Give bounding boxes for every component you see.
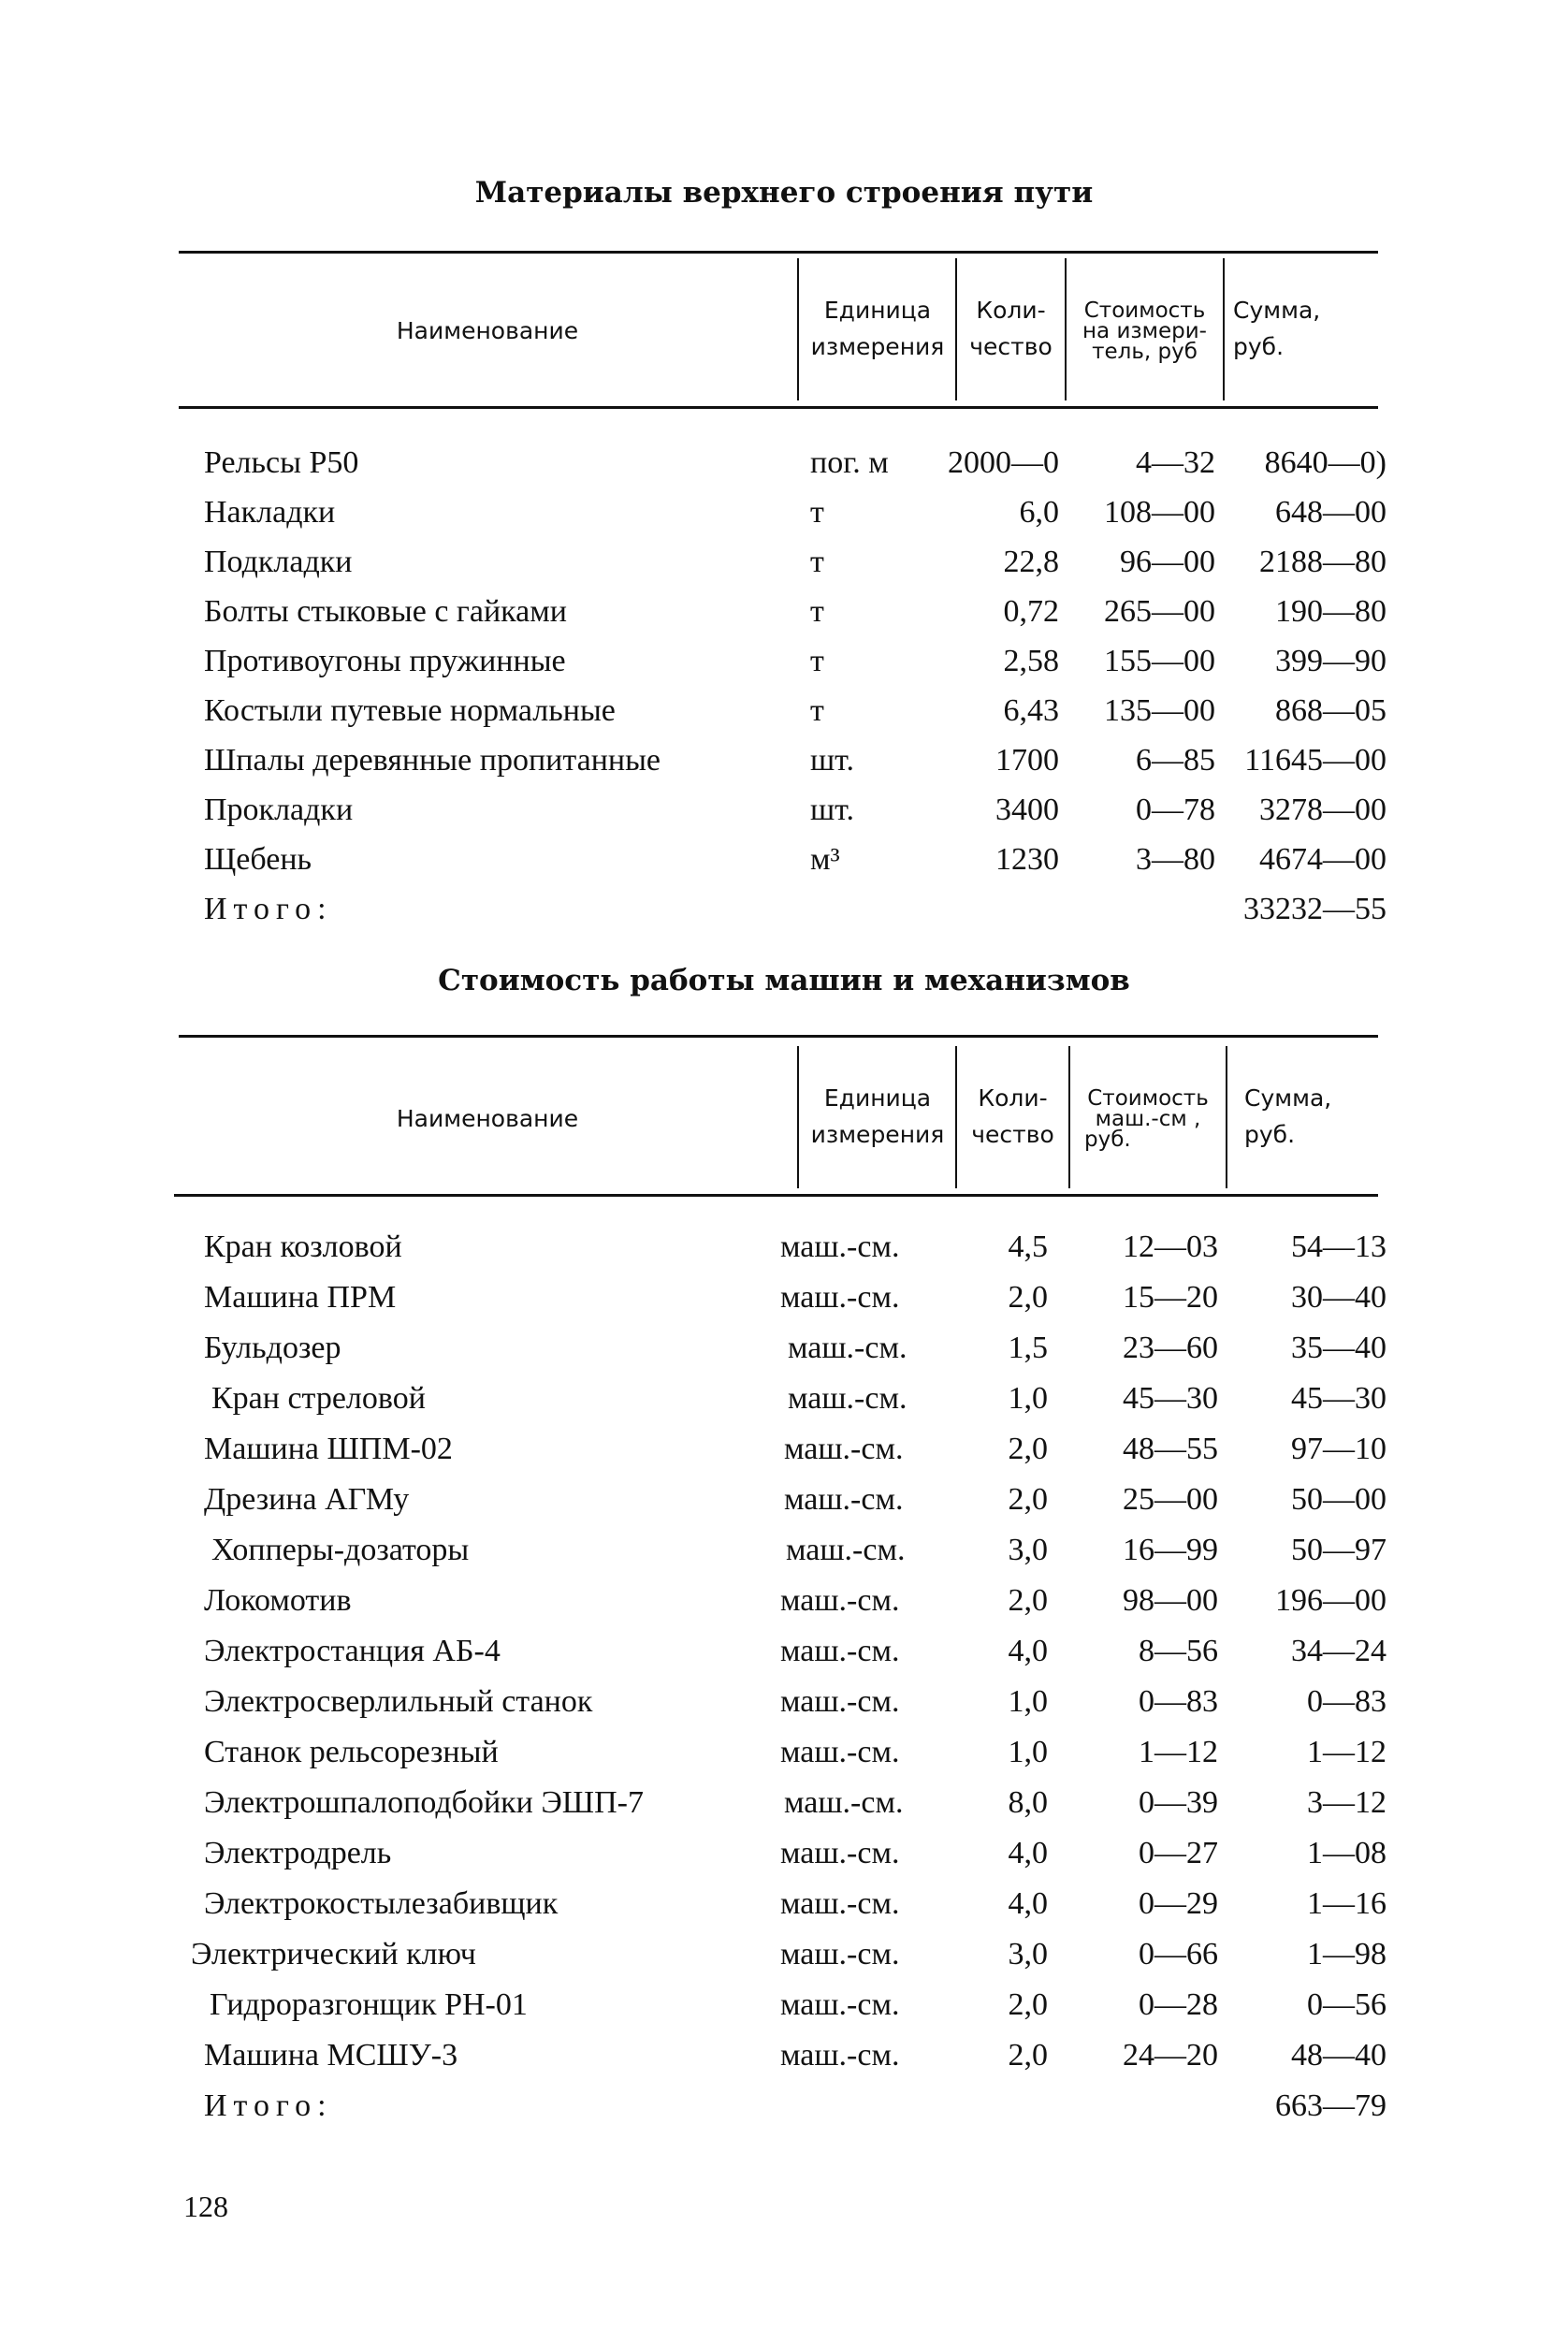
table2-col-divider <box>955 1046 957 1188</box>
page-number: 128 <box>183 2189 228 2223</box>
table-row <box>0 1432 1568 1480</box>
table-row <box>0 594 1568 643</box>
row-sum: 50—00 <box>1291 1482 1387 1517</box>
row-price: 135—00 <box>1104 693 1215 728</box>
row-price: 6—85 <box>1136 743 1215 778</box>
row-price: 25—00 <box>1123 1482 1218 1517</box>
row-sum: 868—05 <box>1275 693 1387 728</box>
row-qty: 22,8 <box>1003 545 1059 579</box>
row-name: Электрокостылезабивщик <box>204 1886 559 1921</box>
row-qty: 1,0 <box>1008 1684 1048 1719</box>
row-sum: 1—16 <box>1307 1886 1387 1921</box>
row-sum: 30—40 <box>1291 1280 1387 1315</box>
row-unit: т <box>810 644 824 678</box>
row-unit: маш.-см. <box>780 1735 900 1769</box>
row-qty: 3,0 <box>1008 1937 1048 1971</box>
row-sum: 8640—0) <box>1264 445 1387 480</box>
row-unit: пог. м <box>810 445 889 480</box>
row-sum: 4674—00 <box>1259 842 1387 877</box>
row-name: Станок рельсорезный <box>204 1735 499 1769</box>
row-qty: 4,5 <box>1008 1229 1048 1264</box>
row-name: Электрический ключ <box>191 1937 476 1971</box>
table-row <box>0 545 1568 593</box>
row-qty: 1700 <box>995 743 1059 778</box>
row-price: 4—32 <box>1136 445 1215 480</box>
table2-header-qty: Коли- чество <box>971 1084 1054 1148</box>
row-name: Кран козловой <box>204 1229 402 1264</box>
row-unit: т <box>810 495 824 530</box>
row-sum: 399—90 <box>1275 644 1387 678</box>
row-unit: т <box>810 545 824 579</box>
table1-col-divider <box>1223 258 1225 400</box>
row-unit: маш.-см. <box>784 1482 904 1517</box>
row-sum: 1—12 <box>1307 1735 1387 1769</box>
table-row <box>0 693 1568 742</box>
row-unit: маш.-см. <box>784 1432 904 1466</box>
row-name: Электростанция АБ-4 <box>204 1634 501 1668</box>
table2-header-unit: Единица измерения <box>810 1084 945 1148</box>
table1-col-divider <box>1065 258 1067 400</box>
row-unit: маш.-см. <box>780 1583 900 1618</box>
row-name: Машина МСШУ-3 <box>204 2038 458 2073</box>
row-unit: шт. <box>810 793 854 827</box>
row-name: Подкладки <box>204 545 353 579</box>
row-unit: маш.-см. <box>780 1229 900 1264</box>
row-qty: 4,0 <box>1008 1886 1048 1921</box>
table2-header-price: Стоимость маш.-см , руб. <box>1084 1086 1209 1152</box>
row-price: 12—03 <box>1123 1229 1218 1264</box>
row-name: Хопперы-дозаторы <box>211 1533 470 1567</box>
row-sum: 3—12 <box>1307 1785 1387 1820</box>
row-price: 0—66 <box>1139 1937 1218 1971</box>
row-name: Щебень <box>204 842 312 877</box>
row-sum: 1—98 <box>1307 1937 1387 1971</box>
row-qty: 4,0 <box>1008 1836 1048 1870</box>
table2-header-rule <box>174 1194 1378 1197</box>
row-price: 98—00 <box>1123 1583 1218 1618</box>
row-sum: 196—00 <box>1275 1583 1387 1618</box>
table1-total-row <box>0 892 1568 940</box>
table1-title: Материалы верхнего строения пути <box>474 176 1094 210</box>
table1-header-rule <box>179 406 1378 409</box>
row-sum: 35—40 <box>1291 1331 1387 1365</box>
table-row <box>0 1836 1568 1884</box>
row-price: 0—27 <box>1139 1836 1218 1870</box>
row-price: 265—00 <box>1104 594 1215 629</box>
row-price: 0—83 <box>1139 1684 1218 1719</box>
row-name: Костыли путевые нормальные <box>204 693 616 728</box>
row-unit: маш.-см. <box>786 1533 906 1567</box>
row-qty: 8,0 <box>1008 1785 1048 1820</box>
row-sum: 0—56 <box>1307 1987 1387 2022</box>
total-value: 663—79 <box>1275 2088 1387 2123</box>
table1-header-sum: Сумма, руб. <box>1233 297 1321 360</box>
row-unit: маш.-см. <box>780 1937 900 1971</box>
table2-top-rule <box>179 1035 1378 1038</box>
row-unit: маш.-см. <box>780 1836 900 1870</box>
row-sum: 11645—00 <box>1244 743 1387 778</box>
table-row <box>0 1735 1568 1783</box>
table-row <box>0 793 1568 841</box>
table1-header-unit: Единица измерения <box>810 297 945 360</box>
table-row <box>0 1280 1568 1329</box>
table-row <box>0 1331 1568 1379</box>
table2-title: Стоимость работы машин и механизмов <box>438 964 1130 997</box>
row-price: 0—29 <box>1139 1886 1218 1921</box>
row-price: 1—12 <box>1139 1735 1218 1769</box>
row-qty: 2000—0 <box>948 445 1059 480</box>
row-name: Электродрель <box>204 1836 392 1870</box>
row-qty: 1230 <box>995 842 1059 877</box>
row-sum: 3278—00 <box>1259 793 1387 827</box>
row-qty: 2,58 <box>1003 644 1059 678</box>
table-row <box>0 644 1568 692</box>
table-row <box>0 1381 1568 1430</box>
row-sum: 34—24 <box>1291 1634 1387 1668</box>
table1-col-divider <box>955 258 957 400</box>
row-name: Болты стыковые с гайками <box>204 594 567 629</box>
table1-col-divider <box>797 258 799 400</box>
row-unit: маш.-см. <box>780 1886 900 1921</box>
table-row <box>0 2038 1568 2087</box>
row-price: 16—99 <box>1123 1533 1218 1567</box>
table-row <box>0 1482 1568 1531</box>
row-sum: 1—08 <box>1307 1836 1387 1870</box>
row-unit: м³ <box>810 842 840 877</box>
row-price: 96—00 <box>1120 545 1215 579</box>
table2-header-name: Наименование <box>396 1105 579 1132</box>
table-row <box>0 1533 1568 1581</box>
row-sum: 190—80 <box>1275 594 1387 629</box>
row-name: Бульдозер <box>204 1331 341 1365</box>
row-name: Прокладки <box>204 793 354 827</box>
row-sum: 2188—80 <box>1259 545 1387 579</box>
row-qty: 2,0 <box>1008 1482 1048 1517</box>
row-price: 23—60 <box>1123 1331 1218 1365</box>
table-row <box>0 1684 1568 1733</box>
row-price: 48—55 <box>1123 1432 1218 1466</box>
row-qty: 0,72 <box>1003 594 1059 629</box>
row-sum: 97—10 <box>1291 1432 1387 1466</box>
row-price: 45—30 <box>1123 1381 1218 1416</box>
table2-col-divider <box>797 1046 799 1188</box>
table-row <box>0 1229 1568 1278</box>
table-row <box>0 1937 1568 1986</box>
row-qty: 1,0 <box>1008 1735 1048 1769</box>
row-qty: 1,0 <box>1008 1381 1048 1416</box>
row-qty: 3,0 <box>1008 1533 1048 1567</box>
row-sum: 50—97 <box>1291 1533 1387 1567</box>
row-name: Машина ПРМ <box>204 1280 397 1315</box>
table-row <box>0 743 1568 792</box>
row-qty: 2,0 <box>1008 1432 1048 1466</box>
row-name: Гидроразгонщик РН-01 <box>210 1987 528 2022</box>
table-row <box>0 1634 1568 1682</box>
row-qty: 4,0 <box>1008 1634 1048 1668</box>
table-row <box>0 1886 1568 1935</box>
row-qty: 2,0 <box>1008 1583 1048 1618</box>
row-name: Электросверлильный станок <box>204 1684 593 1719</box>
total-label: Итого: <box>204 2088 333 2123</box>
row-unit: маш.-см. <box>784 1785 904 1820</box>
total-value: 33232—55 <box>1243 892 1387 926</box>
table2-col-divider <box>1068 1046 1070 1188</box>
row-qty: 2,0 <box>1008 1280 1048 1315</box>
row-price: 15—20 <box>1123 1280 1218 1315</box>
row-qty: 3400 <box>995 793 1059 827</box>
table1-top-rule <box>179 251 1378 254</box>
row-name: Электрошпалоподбойки ЭШП-7 <box>204 1785 644 1820</box>
row-name: Рельсы Р50 <box>204 445 359 480</box>
row-sum: 648—00 <box>1275 495 1387 530</box>
row-price: 24—20 <box>1123 2038 1218 2073</box>
row-unit: т <box>810 693 824 728</box>
row-sum: 45—30 <box>1291 1381 1387 1416</box>
row-unit: маш.-см. <box>780 1987 900 2022</box>
row-price: 3—80 <box>1136 842 1215 877</box>
row-unit: т <box>810 594 824 629</box>
row-qty: 1,5 <box>1008 1331 1048 1365</box>
table2-header-sum: Сумма, руб. <box>1244 1084 1332 1148</box>
row-name: Противоугоны пружинные <box>204 644 566 678</box>
table-row <box>0 1785 1568 1834</box>
row-sum: 54—13 <box>1291 1229 1387 1264</box>
row-unit: маш.-см. <box>788 1381 907 1416</box>
table-row <box>0 1583 1568 1632</box>
row-unit: маш.-см. <box>780 1684 900 1719</box>
row-name: Кран стреловой <box>211 1381 426 1416</box>
table-row <box>0 445 1568 494</box>
row-name: Локомотив <box>204 1583 352 1618</box>
row-unit: шт. <box>810 743 854 778</box>
row-price: 0—28 <box>1139 1987 1218 2022</box>
table1-header-price: Стоимость на измери- тель, руб <box>1082 298 1207 364</box>
row-unit: маш.-см. <box>780 2038 900 2073</box>
row-price: 0—39 <box>1139 1785 1218 1820</box>
row-qty: 2,0 <box>1008 2038 1048 2073</box>
table1-header-name: Наименование <box>396 317 579 344</box>
row-sum: 48—40 <box>1291 2038 1387 2073</box>
row-price: 0—78 <box>1136 793 1215 827</box>
row-sum: 0—83 <box>1307 1684 1387 1719</box>
row-name: Дрезина АГМу <box>204 1482 410 1517</box>
row-name: Шпалы деревянные пропитанные <box>204 743 661 778</box>
table-row <box>0 495 1568 544</box>
row-qty: 6,43 <box>1003 693 1059 728</box>
total-label: Итого: <box>204 892 333 926</box>
table1-header-qty: Коли- чество <box>969 297 1053 360</box>
row-name: Накладки <box>204 495 336 530</box>
row-price: 155—00 <box>1104 644 1215 678</box>
row-unit: маш.-см. <box>780 1280 900 1315</box>
row-qty: 2,0 <box>1008 1987 1048 2022</box>
row-unit: маш.-см. <box>788 1331 907 1365</box>
row-unit: маш.-см. <box>780 1634 900 1668</box>
table-row <box>0 842 1568 891</box>
row-name: Машина ШПМ-02 <box>204 1432 453 1466</box>
table2-col-divider <box>1226 1046 1227 1188</box>
table-row <box>0 1987 1568 2036</box>
row-qty: 6,0 <box>1019 495 1059 530</box>
table2-total-row <box>0 2088 1568 2137</box>
row-price: 8—56 <box>1139 1634 1218 1668</box>
row-price: 108—00 <box>1104 495 1215 530</box>
